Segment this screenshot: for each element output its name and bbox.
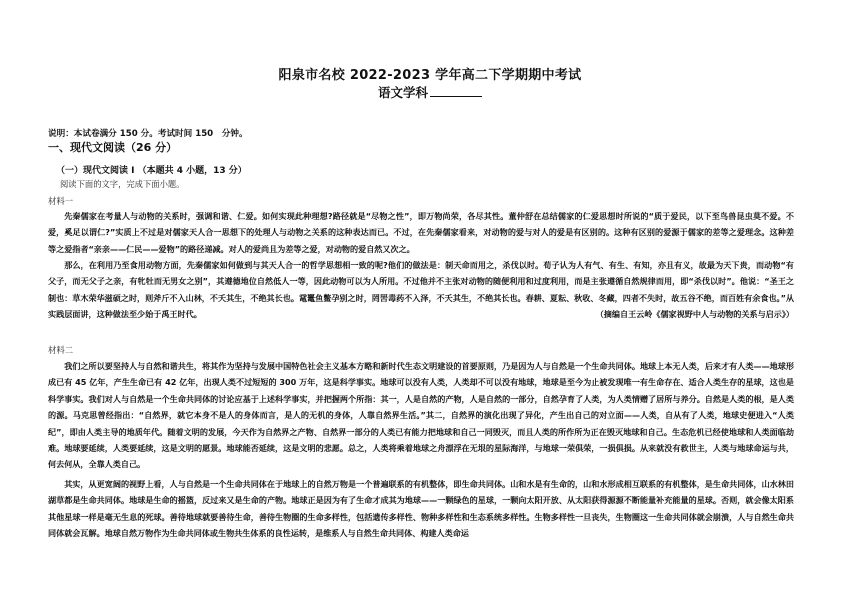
exam-note: 说明：本试卷满分 150 分。考试时间 150 分钟。 — [48, 129, 248, 139]
material1-paragraph-2 — [48, 257, 794, 323]
subsection-heading: （一）现代文阅读 I （本题共 4 小题，13 分） — [56, 166, 247, 176]
reading-instruction: 阅读下面的文字，完成下面小题。 — [60, 179, 185, 189]
material1-paragraph-1: 先秦儒家在考量人与动物的关系时，强调和谐、仁爱。如何实现此种理想?路径就是“尽物之性”，即万物尚荣，各尽其性。董仲舒在总结儒家的仁爱思想时所说的“质于爱民，以下至鸟兽昆虫莫不爱。不爱，奚足以谓仁?”实质上不过是对儒家天人合一思想下的处理人与动物之关系的这种表达而已。不过，在先秦儒家看来，对动物的爱与对人的爱是有区别的。这种有区别的爱源于儒家的差等之爱理念。这种差等之爱指者“亲亲——仁民——爱物”的路径递减。对人的爱尚且为差等之爱，对动物的爱自然又次之。 — [48, 211, 794, 254]
citation: （摘编自王云岭《儒家视野中人与动物的关系与启示》） — [595, 309, 794, 320]
material-label: 材料一 — [48, 196, 74, 206]
exam-title: 阳泉市名校 2022-2023 学年高二下学期期中考试 — [278, 68, 582, 83]
material-label: 材料二 — [48, 345, 74, 355]
section-heading: 一、现代文阅读（26 分） — [48, 141, 178, 154]
subject-blank-line — [430, 84, 482, 97]
material2-paragraph-1: 我们之所以要坚持人与自然和谐共生，将其作为坚持与发展中国特色社会主义基本方略和新时代生态文明建设的首要原则，乃是因为人与自然是一个生命共同体。地球上本无人类，后来才有人类——地球形成已有 45 亿年，产生生命已有 42 亿年，出现人类不过短短的 300 万年，这是科学事实。地球可以没有人类，人类却不可以没有地球，地球是至今为止被发现唯一有生命存在、适合人类生存的星球，这也是科学事实。我们对人与自然是一个生命共同体的讨论应基于上述科学事实，并把握两个所指：其一，人是自然的产物，人是自然的一部分，自然孕育了人类，为人类情赠了居所与养分。自然是人类的根，是人类的源。马克思曾经指出：“自然界，就它本身不是人的身体而言，是人的无机的身体，人靠自然界生活。”其二，自然界的演化出现了异化，产生出自己的对立面——人类，自从有了人类，地球史便进入“人类纪”，即由人类主导的地质年代。随着文明的发展，今天作为自然界之产物、自然界一部分的人类已有能力把地球和自己一同毁灭，而且人类的所作所为正在毁灭地球和自己。生态危机已经使地球和人类面临劫难。地球要延续，人类要延续，这是文明的愿景。地球能否延续，这是文明的悲愿。总之，人类将乘着地球之舟漂浮在无垠的星际海洋，与地球一荣俱荣，一损俱损。从来就没有救世主，人类与地球命运与共，何去何从，全靠人类自己。 — [48, 361, 794, 470]
paragraph-text: 那么，在利用乃至食用动物方面，先秦儒家如何做到与其天人合一的哲学思想相一致的呢?他们的做法是：制天命而用之，杀伐以时。荀子认为人有气、有生、有知，亦且有义，故最为天下贵，而动物“有父子，而无父子之亲，有牝牡而无男女之别”，其遵德地位自然低人一等，因此动物可以为人所用。不过他并不主张对动物的随便利用和过度利用，而是主张遵循自然规律而用，即“杀伐以时”。他说：“圣王之制也：草木荣华滋硕之时，则斧斤不入山林，不夭其生，不绝其长也。鼋鼍鱼鳖孕别之时，罔罟毒药不入泽，不夭其生，不绝其长也。春耕、夏耘、秋收、冬藏，四者不失时，故五谷不绝，而百姓有余食也。”从实践层面讲，这种做法至少始于禹王时代。 — [48, 260, 794, 320]
material2-paragraph-2: 其实，从更宽阔的视野上看，人与自然是一个生命共同体在于地球上的自然万物是一个普遍联系的有机整体，即生命共同体。山和水是有生命的，山和水形成相互联系的有机整体，是生命共同体，山水林田湖草都是生命共同体。地球是生命的摇篮，反过来又是生命的产物。地球正是因为有了生命才成其为地球——一颗绿色的星球，一颗向太阳开放、从太阳获得源源不断能量补充能量的星球。否则，就会像太阳系其他星球一样是毫无生息的死球。善待地球就要善待生命，善待生物圈的生命多样性，包括遗传多样性、物种多样性和生态系统多样性。生物多样性一旦丧失，生物圈这一生命共同体就会崩溃，人与自然生命共同体就会瓦解。地球自然万物作为生命共同体或生物共生体系的良性运转，是维系人与自然生命共同体、构建人类命运 — [48, 479, 794, 539]
subject-label: 语文学科 — [377, 85, 428, 100]
subject-title — [0, 83, 860, 101]
